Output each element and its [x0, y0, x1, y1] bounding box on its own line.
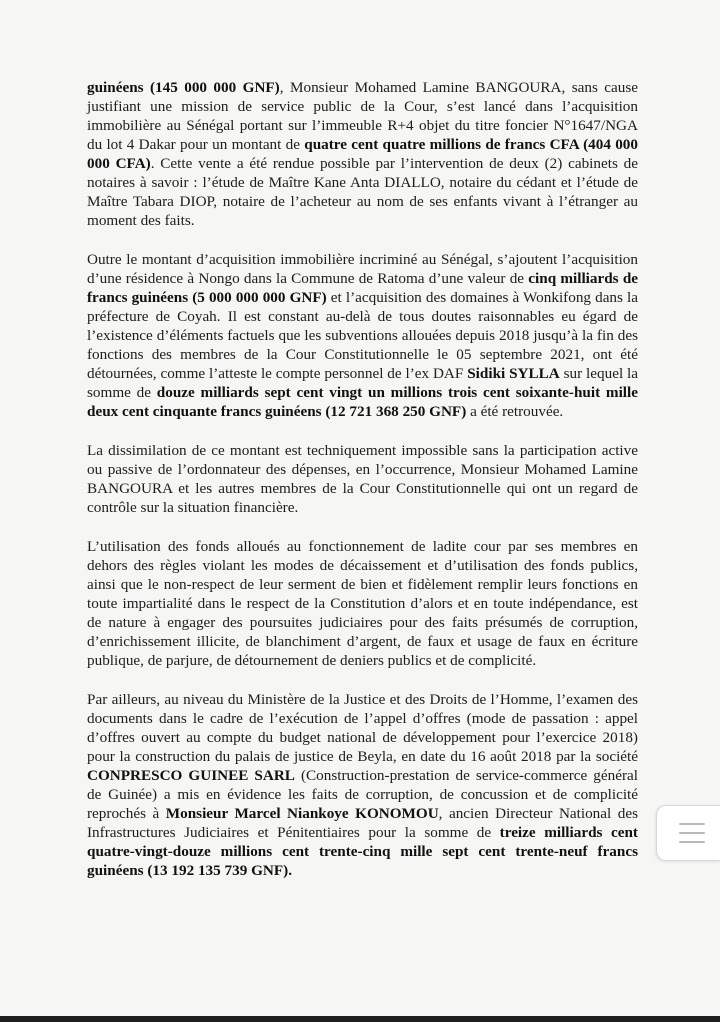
bold-text-run: quatre cent quatre millions de francs CFA (404 000 000 CFA): [87, 136, 638, 172]
bottom-bar: [0, 1016, 720, 1022]
text-run: Par ailleurs, au niveau du Ministère de la Justice et des Droits de l’Homme, l’examen des documents dans le cadre de l’exécution de l’appel d’offres (mode de passation : appel d’offres ouvert au compte du budget national de développement pour l’exercice 2018) pour la construction du palais de justice de Beyla, en date du 16 août 2018 par la société: [87, 691, 638, 765]
text-run: et l’acquisition des domaines à Wonkifong dans la préfecture de Coyah. Il est constant au-delà de tous doutes raisonnables eu égard de l’existence d’éléments factuels que les subventions allouées depuis 2018 jusqu’à la fin des fonctions des membres de la Cour Constitutionnelle le 05 septembre 2021, ont été détournées, comme l’atteste le compte personnel de l’ex DAF: [87, 289, 638, 382]
hamburger-menu-icon-line-2: [679, 832, 705, 834]
text-run: L’utilisation des fonds alloués au fonctionnement de ladite cour par ses membres en dehors des règles violant les modes de décaissement et d’utilisation des fonds publics, ainsi que le non-respect de leur serment de bien et fidèlement remplir leurs fonctions en toute impartialité dans le respect de la Constitution d’alors et en toute indépendance, est de nature à engager des poursuites judiciaires pour des faits présumés de corruption, d’enrichissement illicite, de blanchiment d’argent, de faux et usage de faux en écriture publique, de parjure, de détournement de deniers publics et de complicité.: [87, 538, 638, 669]
text-run: . Cette vente a été rendue possible par l’intervention de deux (2) cabinets de notaires à savoir : l’étude de Maître Kane Anta DIALLO, notaire du cédant et l’étude de Maître Tabara DIOP, notaire de l’acheteur au nom de ses enfants vivant à l’étranger au moment des faits.: [87, 155, 638, 229]
bold-text-run: Monsieur Marcel Niankoye KONOMOU: [165, 805, 439, 822]
bold-text-run: treize milliards cent quatre-vingt-douze millions cent trente-cinq mille sept cent trente-neuf francs guinéens (13 192 135 739 GNF).: [87, 824, 638, 879]
text-run: , Monsieur Mohamed Lamine BANGOURA, sans cause justifiant une mission de service public de la Cour, s’est lancé dans l’acquisition immobilière au Sénégal portant sur l’immeuble R+4 objet du titre foncier N°1647/NGA du lot 4 Dakar pour un montant de: [87, 79, 638, 153]
bold-text-run: cinq milliards de francs guinéens (5 000 000 000 GNF): [87, 270, 639, 306]
paragraph-p4: [87, 537, 638, 670]
paragraph-p5: [87, 690, 638, 880]
text-run: La dissimilation de ce montant est techniquement impossible sans la participation active ou passive de l’ordonnateur des dépenses, en l’occurrence, Monsieur Mohamed Lamine BANGOURA et les autres membres de la Cour Constitutionnelle qui ont un regard de contrôle sur la situation financière.: [87, 442, 638, 516]
paragraph-p1: [87, 78, 638, 230]
document-body: [87, 78, 638, 900]
bold-text-run: Sidiki SYLLA: [467, 365, 560, 382]
text-run: a été retrouvée.: [466, 403, 564, 420]
hamburger-menu-icon-line-3: [679, 841, 705, 843]
text-run: , ancien Directeur National des Infrastructures Judiciaires et Pénitentiaires pour la somme de: [87, 805, 638, 841]
bold-text-run: douze milliards sept cent vingt un millions trois cent soixante-huit mille deux cent cinquante francs guinéens (12 721 368 250 GNF): [87, 384, 638, 420]
text-run: sur lequel la somme de: [87, 365, 638, 401]
bold-text-run: CONPRESCO GUINEE SARL: [87, 767, 295, 784]
hamburger-menu-icon-line-1: [679, 823, 705, 825]
bold-text-run: guinéens (145 000 000 GNF): [87, 79, 280, 96]
paragraph-p3: [87, 441, 638, 517]
scroll-handle[interactable]: [656, 805, 720, 861]
paragraph-p2: [87, 250, 638, 421]
text-run: (Construction-prestation de service-commerce général de Guinée) a mis en évidence les faits de corruption, de concussion et de complicité reprochés à: [87, 767, 638, 822]
text-run: Outre le montant d’acquisition immobilière incriminé au Sénégal, s’ajoutent l’acquisition d’une résidence à Nongo dans la Commune de Ratoma d’une valeur de: [87, 251, 638, 287]
